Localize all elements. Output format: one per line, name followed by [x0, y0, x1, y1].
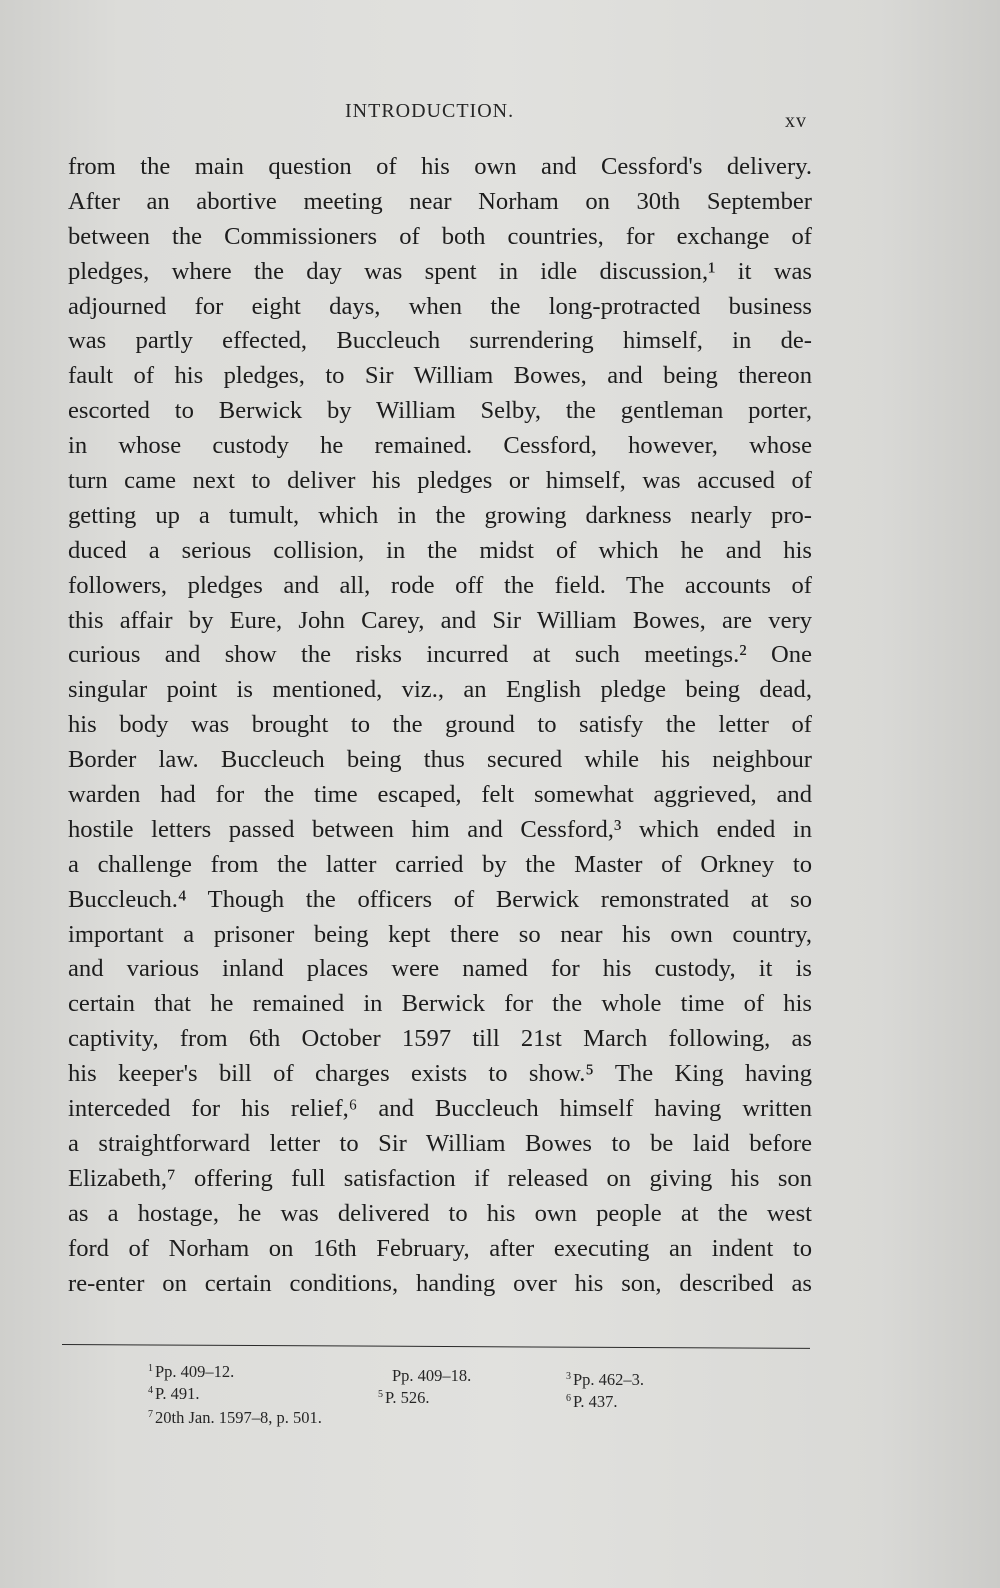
- footnote: [148, 1408, 322, 1428]
- footnote-text: P. 491.: [155, 1384, 200, 1403]
- text-line: this affair by Eure, John Carey, and Sir William Bowes, are very: [68, 606, 812, 634]
- text-line: a straightforward letter to Sir William Bowes to be laid before: [68, 1129, 812, 1157]
- text-line: Border law. Buccleuch being thus secured while his neighbour: [68, 746, 812, 774]
- text-line: getting up a tumult, which in the growing darkness nearly pro-: [68, 501, 812, 529]
- text-line: After an abortive meeting near Norham on 30th September: [68, 187, 812, 215]
- footnote: [566, 1392, 617, 1412]
- footnote: [378, 1388, 429, 1408]
- footnote-mark: 5: [378, 1389, 383, 1400]
- footnote-mark: 1: [148, 1363, 153, 1374]
- footnote-text: P. 437.: [573, 1392, 618, 1411]
- text-line: was partly effected, Buccleuch surrendering himself, in de-: [68, 327, 812, 355]
- text-line: in whose custody he remained. Cessford, however, whose: [68, 432, 812, 460]
- text-line: hostile letters passed between him and Cessford,³ which ended in: [68, 815, 812, 843]
- footnote-text: P. 526.: [385, 1388, 430, 1407]
- page-number: xv: [785, 110, 807, 132]
- footnote-mark: 4: [148, 1385, 153, 1396]
- text-line: singular point is mentioned, viz., an English pledge being dead,: [68, 676, 812, 704]
- running-head: [0, 100, 1000, 134]
- text-line: from the main question of his own and Cessford's delivery.: [68, 153, 812, 180]
- footnote-text: 20th Jan. 1597–8, p. 501.: [155, 1408, 322, 1427]
- text-line: and various inland places were named for his custody, it is: [68, 955, 812, 983]
- footnote-mark: 6: [566, 1393, 571, 1404]
- footnote-text: Pp. 462–3.: [573, 1370, 645, 1389]
- text-line: his body was brought to the ground to satisfy the letter of: [68, 711, 812, 739]
- text-line: important a prisoner being kept there so near his own country,: [68, 920, 812, 948]
- text-line: fault of his pledges, to Sir William Bowes, and being thereon: [68, 362, 812, 390]
- text-line: curious and show the risks incurred at such meetings.² One: [68, 641, 812, 669]
- text-line: turn came next to deliver his pledges or himself, was accused of: [68, 467, 812, 495]
- running-head-title: INTRODUCTION.: [345, 100, 515, 122]
- footnote: [148, 1384, 199, 1404]
- text-line: escorted to Berwick by William Selby, the gentleman porter,: [68, 397, 812, 425]
- footnote-mark: 7: [148, 1409, 153, 1420]
- footnote-mark: 3: [566, 1371, 571, 1382]
- text-line: duced a serious collision, in the midst of which he and his: [68, 536, 812, 564]
- text-line: his keeper's bill of charges exists to show.⁵ The King having: [68, 1060, 812, 1088]
- text-line: adjourned for eight days, when the long-protracted business: [68, 292, 812, 320]
- text-line: captivity, from 6th October 1597 till 21st March following, as: [68, 1025, 812, 1053]
- text-line: ford of Norham on 16th February, after executing an indent to: [68, 1234, 812, 1262]
- text-line: as a hostage, he was delivered to his own people at the west: [68, 1199, 812, 1227]
- footnote: [148, 1362, 234, 1382]
- text-line: re-enter on certain conditions, handing over his son, described as: [68, 1269, 812, 1297]
- text-line: Elizabeth,⁷ offering full satisfaction if released on giving his son: [68, 1164, 812, 1192]
- text-line: a challenge from the latter carried by the Master of Orkney to: [68, 850, 812, 878]
- text-line: followers, pledges and all, rode off the field. The accounts of: [68, 571, 812, 599]
- footnote-text: Pp. 409–12.: [155, 1362, 235, 1381]
- text-line: between the Commissioners of both countries, for exchange of: [68, 222, 812, 250]
- text-line: warden had for the time escaped, felt somewhat aggrieved, and: [68, 781, 812, 809]
- body-text: [68, 150, 812, 1301]
- text-line: certain that he remained in Berwick for the whole time of his: [68, 990, 812, 1018]
- text-line: pledges, where the day was spent in idle discussion,¹ it was: [68, 257, 812, 285]
- footnote-text: Pp. 409–18.: [392, 1366, 472, 1385]
- text-line: interceded for his relief,⁶ and Buccleuch himself having written: [68, 1095, 812, 1123]
- footnote: [566, 1370, 644, 1390]
- text-line: Buccleuch.⁴ Though the officers of Berwick remonstrated at so: [68, 885, 812, 913]
- footnote-rule: [62, 1344, 810, 1349]
- footnote: [390, 1366, 471, 1386]
